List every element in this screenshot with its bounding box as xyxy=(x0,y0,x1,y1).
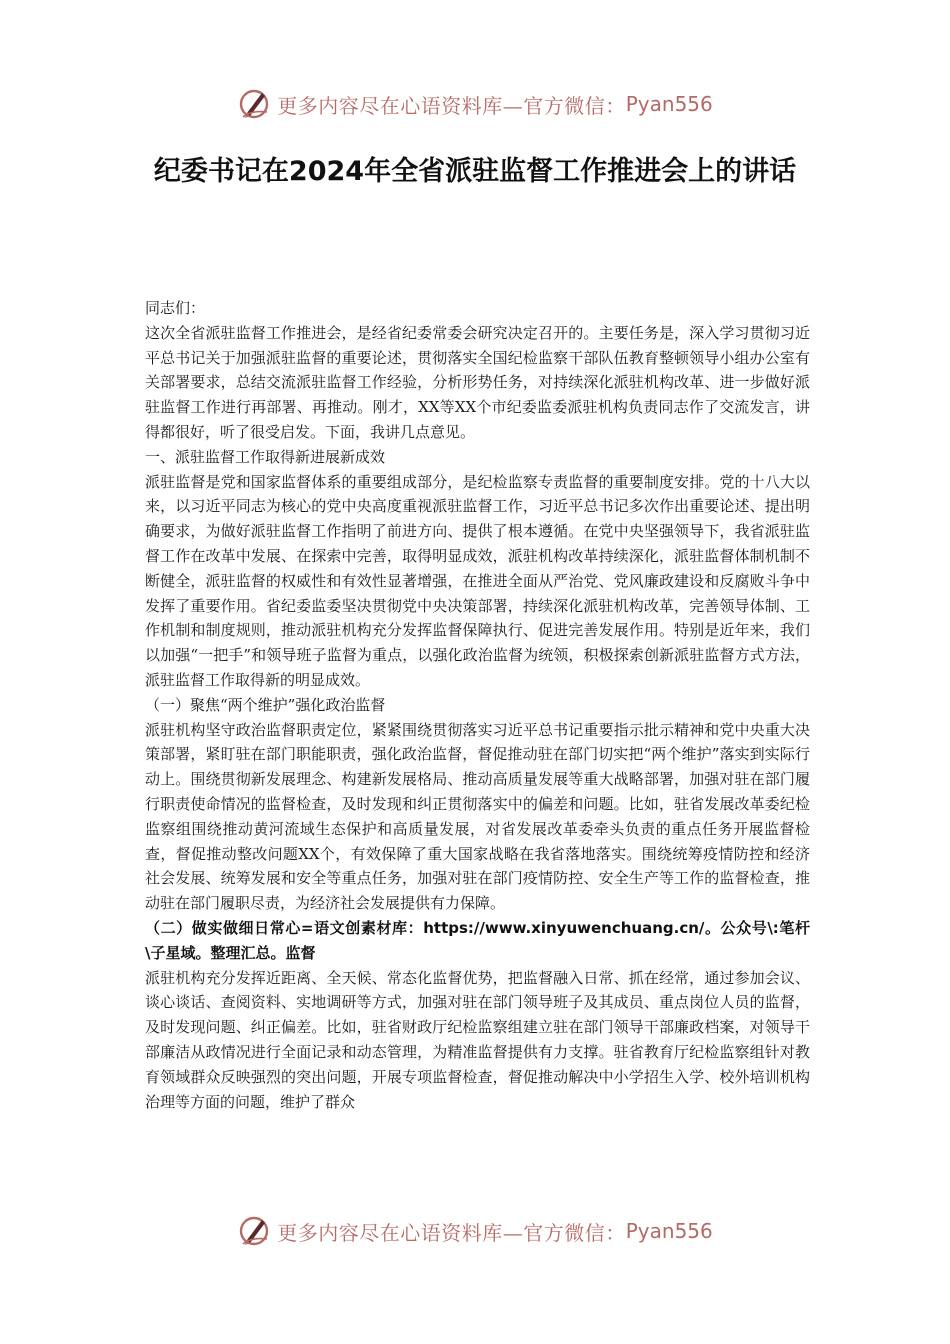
pen-logo-icon xyxy=(237,86,273,122)
intro-paragraph: 这次全省派驻监督工作推进会，是经省纪委常委会研究决定召开的。主要任务是，深入学习贯彻习近平总书记关于加强派驻监督的重要论述，贯彻落实全国纪检监察干部队伍教育整顿领导小组办公室有关部署要求，总结交流派驻监督工作经验，分析形势任务，对持续深化派驻机构改革、进一步做好派驻监督工作进行再部署、再推动。刚才，XX等XX个市纪委监委派驻机构负责同志作了交流发言，讲得都很好，听了很受启发。下面，我讲几点意见。 xyxy=(145,323,810,441)
banner-wechat-id: Pyan556 xyxy=(625,1219,713,1243)
subsection-1-paragraph: 派驻机构坚守政治监督职责定位，紧紧围绕贯彻落实习近平总书记重要指示批示精神和党中央重大决策部署，紧盯驻在部门职能职责，强化政治监督，督促推动驻在部门切实把“两个维护”落实到实际行动上。围绕贯彻新发展理念、构建新发展格局、推动高质量发展等重大战略部署，加强对驻在部门履行职责使命情况的监督检查，及时发现和纠正贯彻落实中的偏差和问题。比如，驻省发展改革委纪检监察组围绕推动黄河流域生态保护和高质量发展，对省发展改革委牵头负责的重点任务开展监督检查，督促推动整改问题XX个，有效保障了重大国家战略在我省落地落实。围绕统筹疫情防控和经济社会发展、统筹发展和安全等重点任务，加强对驻在部门疫情防控、安全生产等工作的监督检查，推动驻在部门履职尽责，为经济社会发展提供有力保障。 xyxy=(145,720,810,913)
pen-logo-icon xyxy=(237,1213,273,1249)
subsection-2-paragraph: 派驻机构充分发挥近距离、全天候、常态化监督优势，把监督融入日常、抓在经常，通过参加会议、谈心谈话、查阅资料、实地调研等方式，加强对驻在部门领导班子及其成员、重点岗位人员的监督，及时发现问题、纠正偏差。比如，驻省财政厅纪检监察组建立驻在部门领导干部廉政档案，对领导干部廉洁从政情况进行全面记录和动态管理，为精准监督提供有力支撑。驻省教育厅纪检监察组针对教育领域群众反映强烈的突出问题，开展专项监督检查，督促推动解决中小学招生入学、校外培训机构治理等方面的问题，维护了群众 xyxy=(145,968,810,1111)
article-body xyxy=(145,296,810,1114)
banner-text: 更多内容尽在心语资料库—官方微信： xyxy=(277,93,626,118)
banner-text: 更多内容尽在心语资料库—官方微信： xyxy=(277,1220,626,1245)
subsection-heading-1: （一）聚焦“两个维护”强化政治监督 xyxy=(145,695,386,714)
page-title: 纪委书记在2024年全省派驻监督工作推进会上的讲话 xyxy=(153,156,797,187)
salutation: 同志们： xyxy=(145,299,206,317)
banner-wechat-id: Pyan556 xyxy=(625,92,713,116)
section-1-paragraph: 派驻监督是党和国家监督体系的重要组成部分，是纪检监察专责监督的重要制度安排。党的十八大以来，以习近平同志为核心的党中央高度重视派驻监督工作，习近平总书记多次作出重要论述、提出明确要求，为做好派驻监督工作指明了前进方向、提供了根本遵循。在党中央坚强领导下，我省派驻监督工作在改革中发展、在探索中完善，取得明显成效，派驻机构改革持续深化，派驻监督体制机制不断健全，派驻监督的权威性和有效性显著增强，在推进全面从严治党、党风廉政建设和反腐败斗争中发挥了重要作用。省纪委监委坚决贯彻党中央决策部署，持续深化派驻机构改革，完善领导体制、工作机制和制度规则，推动派驻机构充分发挥监督保障执行、促进完善发展作用。特别是近年来，我们以加强“一把手”和领导班子监督为重点，以强化政治监督为统领，积极探索创新派驻监督方式方法，派驻监督工作取得新的明显成效。 xyxy=(145,472,810,689)
section-heading-1: 一、派驻监督工作取得新进展新成效 xyxy=(145,447,386,466)
watermark-banner-bottom xyxy=(0,1211,950,1251)
subsection-heading-2: （二）做实做细日常心=语文创素材库：https://www.xinyuwenchuang.cn/。公众号\:笔杆\子星域。整理汇总。监督 xyxy=(145,918,810,962)
watermark-banner-top xyxy=(0,84,950,124)
